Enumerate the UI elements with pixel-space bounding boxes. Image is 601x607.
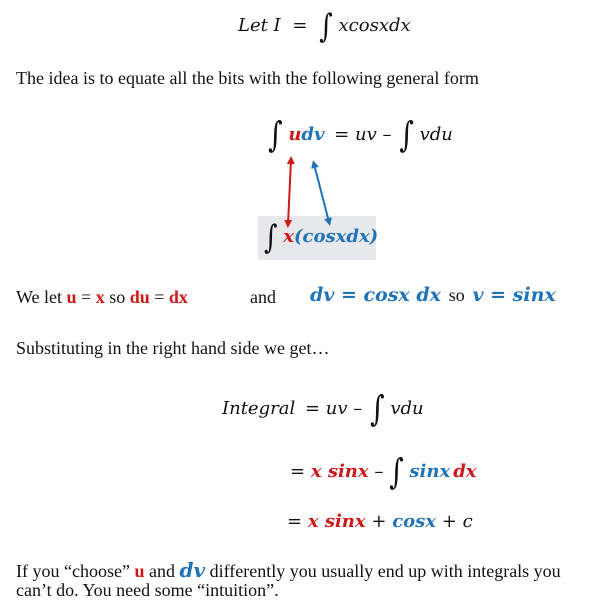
equation-step-2 (290, 450, 477, 493)
let-statement-left (16, 287, 188, 308)
du-var: du (129, 287, 150, 307)
equation-step-3 (287, 511, 473, 532)
cosx-term: cosx (392, 511, 437, 532)
integral-sign: ∫ (268, 113, 283, 156)
integral-sign: ∫ (319, 8, 333, 46)
integral-sign: ∫ (264, 219, 278, 257)
let-statement-right (310, 284, 556, 307)
boxed-cosxdx: (cosxdx) (294, 226, 379, 247)
integral-label: Integral (222, 398, 296, 419)
equation-integral (222, 387, 424, 430)
v-expression: v = sinx (472, 284, 556, 306)
equation-rhs: = uv – (304, 398, 363, 419)
boxed-x: x (283, 226, 295, 247)
plus-sign: + (441, 511, 457, 532)
closing-text: If you “choose” (16, 561, 130, 581)
minus-sign: – (374, 461, 384, 482)
let-i-label: Let I (238, 15, 281, 36)
dv-var: dv (179, 558, 206, 582)
plus-sign: + (371, 511, 387, 532)
x-var: x (95, 287, 105, 307)
dv-term: dv (301, 124, 325, 145)
u-var: u (66, 287, 77, 307)
equals-sign: = (290, 461, 306, 482)
so-text: so (109, 287, 126, 307)
intro-text: The idea is to equate all the bits with the following general form (16, 68, 479, 88)
formula-rhs: = uv – (334, 124, 392, 145)
dv-expression: dv = cosx dx (310, 284, 441, 306)
equals: = (154, 287, 165, 307)
integral-sign: ∫ (389, 450, 404, 493)
so-text: so (448, 285, 465, 305)
equals-sign: = (292, 15, 308, 36)
equals-sign: = (287, 511, 303, 532)
integrand: xcosxdx (338, 15, 411, 36)
closing-line-1 (16, 558, 561, 582)
dx-var: dx (168, 287, 188, 307)
closing-line-2: can’t do. You need some “intuition”. (16, 580, 279, 600)
x-sinx-term: x sinx (307, 511, 366, 532)
u-var: u (134, 561, 145, 581)
and-text: and (148, 561, 175, 581)
integral-sign: ∫ (369, 387, 385, 430)
we-let-text: We let (16, 287, 63, 307)
sinx-term: sinx (409, 461, 451, 482)
blue-arrow (314, 164, 329, 222)
red-arrow (288, 160, 291, 224)
dx-term: dx (453, 461, 477, 482)
integral-sign: ∫ (399, 113, 414, 156)
equals: = (81, 287, 92, 307)
u-term: u (288, 124, 302, 145)
and-text: and (250, 287, 276, 307)
vdu-term: vdu (390, 398, 424, 419)
vdu-term: vdu (419, 124, 453, 145)
substituting-text: Substituting in the right hand side we get… (16, 338, 330, 358)
x-sinx-term: x sinx (310, 461, 369, 482)
constant-c: c (462, 511, 473, 532)
closing-text-2: differently you usually end up with integrals you (209, 561, 561, 581)
